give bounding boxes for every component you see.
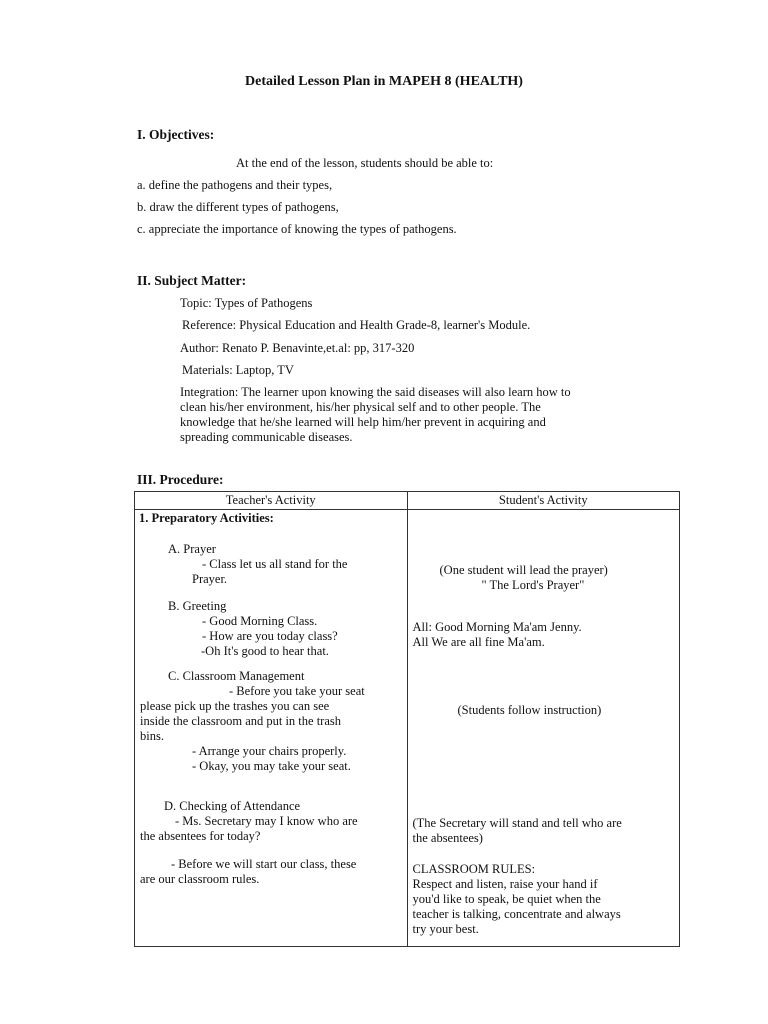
rules-line: teacher is talking, concentrate and always [412, 907, 621, 921]
teacher-line: - How are you today class? [202, 629, 338, 643]
teacher-line: - Before you take your seat [229, 684, 365, 698]
classroom-management-label: C. Classroom Management [168, 669, 305, 683]
teacher-line: inside the classroom and put in the trash [140, 714, 342, 728]
teacher-activity-header: Teacher's Activity [135, 492, 408, 510]
author-line: Author: Renato P. Benavinte,et.al: pp, 317-320 [180, 341, 415, 355]
objective-item: c. appreciate the importance of knowing the types of pathogens. [137, 222, 457, 236]
integration-line: clean his/her environment, his/her physical self and to other people. The [180, 400, 541, 414]
procedure-table [134, 491, 680, 947]
teacher-line: - Okay, you may take your seat. [192, 759, 351, 773]
objectives-intro: At the end of the lesson, students should be able to: [236, 156, 494, 170]
objectives-heading: I. Objectives: [137, 127, 215, 142]
student-activity-cell [407, 510, 680, 947]
integration-line: Integration: The learner upon knowing the said diseases will also learn how to [180, 385, 571, 399]
student-line: " The Lord's Prayer" [481, 578, 585, 592]
rules-line: you'd like to speak, be quiet when the [412, 892, 601, 906]
teacher-line: are our classroom rules. [140, 872, 260, 886]
integration-line: knowledge that he/she learned will help him/her prevent in acquiring and [180, 415, 546, 429]
topic-line: Topic: Types of Pathogens [180, 296, 313, 310]
procedure-heading: III. Procedure: [137, 472, 224, 487]
preparatory-activities-label: 1. Preparatory Activities: [139, 511, 274, 525]
teacher-line: - Good Morning Class. [202, 614, 318, 628]
teacher-line: please pick up the trashes you can see [140, 699, 330, 713]
teacher-line: - Ms. Secretary may I know who are [175, 814, 358, 828]
reference-line: Reference: Physical Education and Health Grade-8, learner's Module. [182, 318, 531, 332]
subject-matter-heading: II. Subject Matter: [137, 273, 247, 288]
greeting-label: B. Greeting [168, 599, 227, 613]
student-activity-header: Student's Activity [407, 492, 680, 510]
rules-line: try your best. [412, 922, 479, 936]
objective-item: b. draw the different types of pathogens, [137, 200, 339, 214]
teacher-line: - Arrange your chairs properly. [192, 744, 347, 758]
teacher-line: - Class let us all stand for the [202, 557, 348, 571]
teacher-line: -Oh It's good to hear that. [201, 644, 329, 658]
prayer-label: A. Prayer [168, 542, 216, 556]
teacher-line: the absentees for today? [140, 829, 261, 843]
student-line: All: Good Morning Ma'am Jenny. [412, 620, 582, 634]
teacher-line: bins. [140, 729, 164, 743]
attendance-label: D. Checking of Attendance [164, 799, 301, 813]
student-line: (One student will lead the prayer) [439, 563, 608, 577]
teacher-line: - Before we will start our class, these [171, 857, 357, 871]
student-line: (The Secretary will stand and tell who are [412, 816, 622, 830]
teacher-line: Prayer. [192, 572, 228, 586]
rules-line: Respect and listen, raise your hand if [412, 877, 598, 891]
student-line: (Students follow instruction) [457, 703, 602, 717]
integration-line: spreading communicable diseases. [180, 430, 353, 444]
classroom-rules-heading: CLASSROOM RULES: [412, 862, 536, 876]
document-title: Detailed Lesson Plan in MAPEH 8 (HEALTH) [245, 74, 523, 89]
student-line: the absentees) [412, 831, 483, 845]
objective-item: a. define the pathogens and their types, [137, 178, 333, 192]
teacher-activity-cell [135, 510, 408, 947]
materials-line: Materials: Laptop, TV [182, 363, 294, 377]
student-line: All We are all fine Ma'am. [412, 635, 545, 649]
